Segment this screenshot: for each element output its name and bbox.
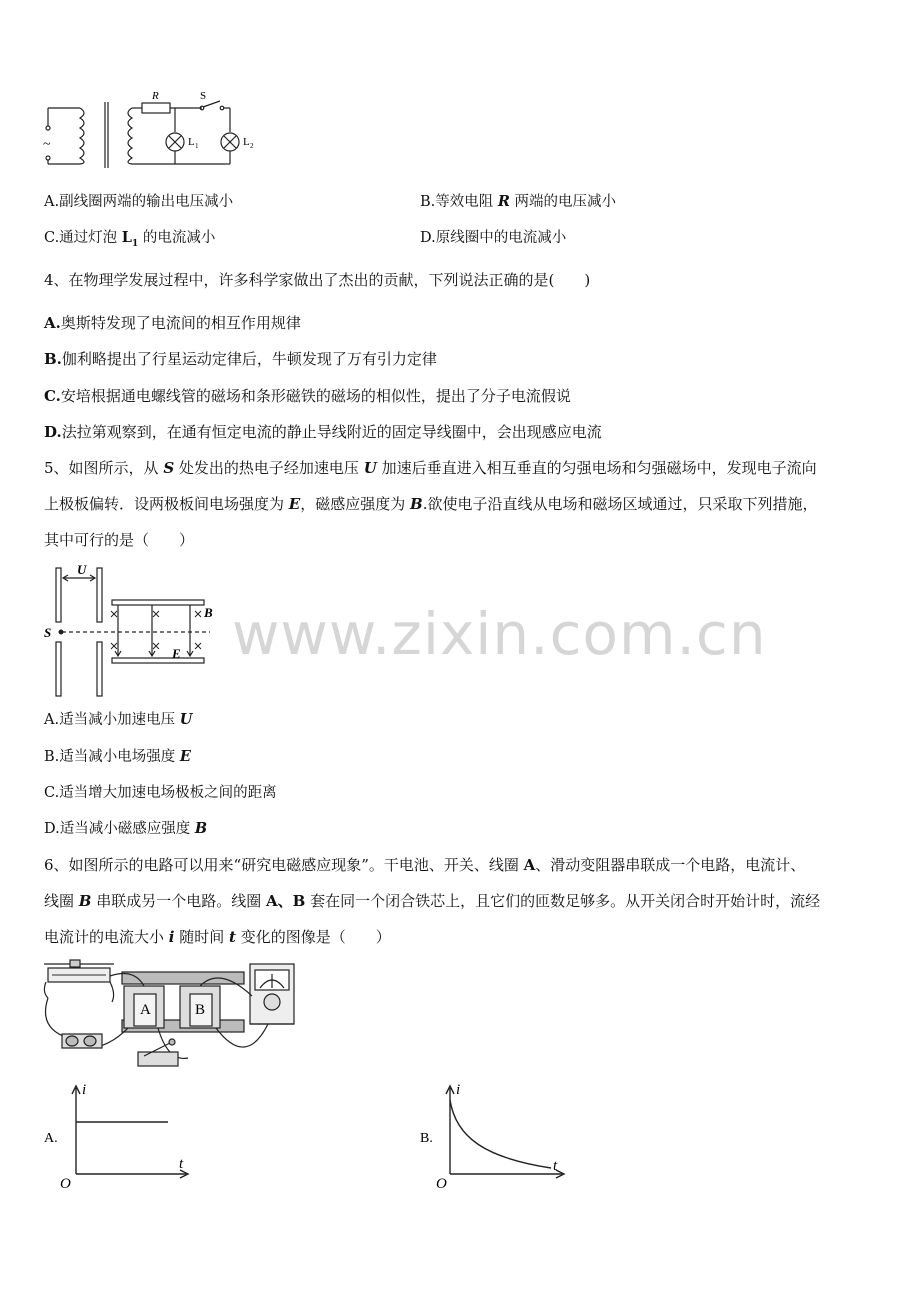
q4-option-c-text: 安培根据通电螺线管的磁场和条形磁铁的磁场的相似性，提出了分子电流假说 (60, 387, 571, 405)
q5-l1a: 5、如图所示，从 (44, 459, 164, 477)
q6-l3a: 电流计的电流大小 (44, 928, 169, 946)
q5-option-c-text: C.适当增大加速电场极板之间的距离 (44, 785, 277, 801)
graph-a-y-axis: i (82, 1082, 87, 1098)
q6-stem-line3 (44, 927, 391, 947)
q6-l3c: 变化的图像是（ ） (235, 928, 391, 946)
q3-option-d-text: D.原线圈中的电流减小 (420, 230, 567, 246)
q5-option-d[interactable] (44, 819, 207, 839)
q5-option-b[interactable] (44, 747, 191, 767)
q6-l2b: 串联成另一个电路。线圈 (91, 892, 267, 910)
q6-l3b: 随时间 (174, 928, 230, 946)
q6-l2c: 套在同一个闭合铁芯上，且它们的匝数足够多。从开关闭合时开始计时，流经 (305, 892, 821, 910)
q5-l2b: ，磁感应强度为 (300, 495, 410, 513)
q4-option-c-letter: C. (44, 387, 61, 405)
fig-label-s: S (44, 625, 52, 640)
q5-stem-line2 (44, 494, 817, 514)
graph-b-y-axis: i (456, 1082, 461, 1098)
coil-b-label: B (195, 1002, 206, 1018)
q5-option-d-var: B (194, 820, 208, 837)
q5-stem-line3: 其中可行的是（ ） (44, 531, 195, 549)
q3-option-c-post: 的电流减小 (138, 230, 216, 246)
q4-option-d[interactable] (44, 422, 602, 442)
q5-option-b-text: B.适当减小电场强度 (44, 749, 180, 765)
q6-l2-ab: A、B (266, 892, 306, 910)
q4-option-a-text: 奥斯特发现了电流间的相互作用规律 (60, 314, 301, 332)
q5-option-c[interactable] (44, 783, 277, 803)
graph-a-option-label: A. (44, 1131, 58, 1146)
q5-option-a-text: A.适当减小加速电压 (44, 712, 180, 728)
q3-option-b-var: R (497, 193, 510, 210)
q5-l2a: 上极板偏转．设两极板间电场强度为 (44, 495, 289, 513)
q4-option-c[interactable] (44, 386, 571, 406)
q6-stem-line2 (44, 891, 820, 911)
graph-option-b[interactable] (416, 1078, 576, 1196)
resistor-label: R (152, 90, 159, 102)
lamp-l1-subscript: 1 (195, 142, 199, 150)
q5-option-a[interactable] (44, 710, 192, 730)
q4-option-b-letter: B. (44, 350, 62, 368)
fig-label-b: B (204, 605, 213, 620)
q5-option-d-text: D.适当减小磁感应强度 (44, 821, 195, 837)
q5-l2c: .欲使电子沿直线从电场和磁场区域通过，只采取下列措施， (422, 495, 818, 513)
switch-label: S (200, 90, 207, 102)
q4-option-d-text: 法拉第观察到，在通有恒定电流的静止导线附近的固定导线圈中，会出现感应电流 (61, 423, 602, 441)
lamp-l2-label: L (243, 136, 250, 148)
q3-option-c[interactable] (44, 228, 215, 254)
q6-l1-a: A (523, 856, 536, 874)
q6-l3-t: t (229, 928, 236, 946)
q5-l1-u: U (363, 459, 377, 477)
q3-option-b-pre: B.等效电阻 (420, 194, 498, 210)
q3-option-a[interactable] (44, 192, 233, 212)
q5-l1-s: S (163, 459, 175, 477)
q3-option-c-pre: C.通过灯泡 (44, 230, 122, 246)
electromagnetic-induction-apparatus (40, 958, 300, 1076)
q6-l1a: 6、如图所示的电路可以用来“研究电磁感应现象”。干电池、开关、线圈 (44, 856, 524, 874)
q6-l3-i: i (168, 928, 175, 946)
graph-b-curve (450, 1100, 551, 1168)
q3-option-d[interactable] (420, 228, 566, 248)
q4-option-d-letter: D. (44, 423, 62, 441)
velocity-selector-figure (40, 560, 220, 700)
q6-l1b: 、滑动变阻器串联成一个电路，电流计、 (535, 856, 806, 874)
q4-option-a[interactable] (44, 313, 301, 333)
q6-l2-b: B (78, 892, 92, 910)
ac-source-symbol: ~ (43, 137, 51, 152)
q3-option-a-text: A.副线圈两端的输出电压减小 (44, 194, 234, 210)
graph-a-x-axis: t (179, 1156, 184, 1172)
q4-stem: 4、在物理学发展过程中，许多科学家做出了杰出的贡献，下列说法正确的是( ) (44, 271, 591, 289)
q5-l1c: 加速后垂直进入相互垂直的匀强电场和匀强磁场中，发现电子流向 (376, 459, 817, 477)
graph-a-origin: O (60, 1176, 71, 1192)
magnetic-field-cross-marks (111, 611, 201, 649)
q5-option-b-var: E (179, 748, 191, 765)
graph-b-origin: O (436, 1176, 447, 1192)
q3-option-b[interactable] (420, 192, 616, 212)
q5-option-a-var: U (179, 711, 193, 728)
fig-label-e: E (172, 646, 181, 661)
q6-l2a: 线圈 (44, 892, 79, 910)
q3-option-c-sub: 1 (132, 238, 139, 249)
coil-a-label: A (140, 1002, 151, 1018)
q3-option-c-var: L (121, 229, 132, 246)
q5-stem-line1 (44, 458, 817, 478)
fig-label-u: U (77, 562, 87, 577)
graph-option-a[interactable] (40, 1078, 200, 1196)
q3-option-b-post: 两端的电压减小 (509, 194, 617, 210)
q5-l2-b: B (410, 495, 423, 513)
q5-l2-e: E (288, 495, 301, 513)
lamp-l1-label: L (188, 136, 195, 148)
q5-l1b: 处发出的热电子经加速电压 (174, 459, 364, 477)
q4-option-a-letter: A. (44, 314, 61, 332)
q6-stem-line1 (44, 855, 805, 875)
transformer-circuit-figure (40, 88, 265, 168)
graph-b-option-label: B. (420, 1131, 433, 1146)
q4-option-b[interactable] (44, 349, 437, 369)
q4-option-b-text: 伽利略提出了行星运动定律后，牛顿发现了万有引力定律 (61, 350, 437, 368)
lamp-l2-subscript: 2 (250, 142, 254, 150)
graph-b-x-axis: t (553, 1158, 558, 1174)
watermark: www.zixin.com.cn (232, 600, 767, 668)
